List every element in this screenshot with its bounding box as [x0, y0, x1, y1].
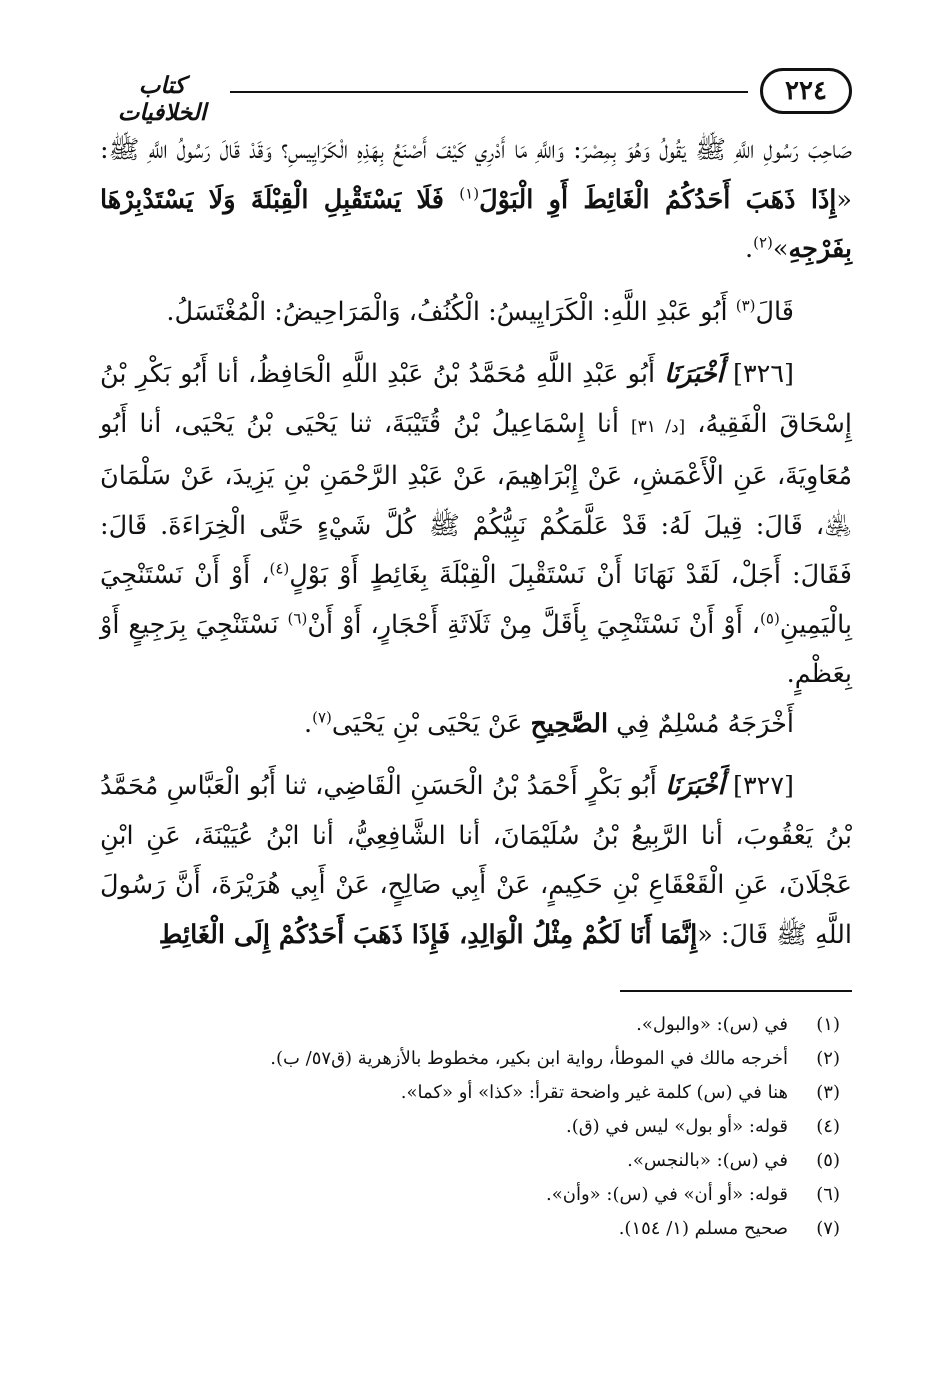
page-header: [100, 62, 852, 126]
footnote-number: (٥): [816, 1150, 840, 1171]
footnote-ref[interactable]: (٤): [269, 559, 290, 578]
text-segment: .: [304, 708, 313, 739]
main-text: [100, 126, 852, 960]
manuscript-folio-marker: [د/ ٣١]: [630, 416, 686, 437]
page-number: ٢٢٤: [760, 68, 852, 114]
text-segment: »: [772, 234, 789, 264]
footnote-number: (٧): [816, 1218, 840, 1239]
footnote-number: (٦): [816, 1184, 840, 1205]
footnote-text: في (س): «بالنجس».: [627, 1150, 788, 1171]
hadith-text-bold: إِذَا ذَهَبَ أَحَدُكُمُ الْغَائِطَ أَوِ الْبَوْلَ: [479, 184, 837, 215]
footnotes: [100, 1008, 840, 1246]
text-segment: عَنْ يَحْيَى بْنِ يَحْيَى: [331, 708, 531, 739]
footnote-number: (٣): [816, 1082, 840, 1103]
paragraph-explanation: [100, 288, 852, 338]
footnote-ref[interactable]: (١): [459, 184, 480, 202]
text-segment: أَخْرَجَهُ مُسْلِمٌ فِي: [608, 708, 794, 739]
footnote-ref[interactable]: (٢): [753, 233, 773, 252]
akhbarana-word: أَخْبَرَنَا: [665, 771, 725, 801]
footnote-text: هنا في (س) كلمة غير واضحة تقرأ: «كذا» أو «كما».: [400, 1082, 788, 1103]
footnote-ref[interactable]: (٧): [312, 708, 332, 726]
hadith-number: [٣٢٧]: [724, 771, 794, 801]
footnote-text: صحيح مسلم (١/ ١٥٤).: [618, 1218, 788, 1239]
book-name-bold: الصَّحِيحِ: [530, 708, 609, 739]
hadith-number: [٣٢٦]: [723, 359, 794, 389]
text-segment: ، أَوْ أَنْ نَسْتَنْجِيَ بِالْيَمِينِ: [100, 560, 852, 640]
text-segment: أَبُو عَبْدِ اللَّهِ مُحَمَّدُ بْنُ عَبْدِ اللَّهِ الْحَافِظُ، أنا أَبُو بَكْرِ بْنُ إِسْحَاقَ الْفَقِيهُ،: [100, 359, 852, 439]
takhrij-326: [100, 700, 852, 750]
footnote-text: في (س): «والبول».: [636, 1014, 788, 1035]
text-segment: قَالَ: [755, 296, 794, 327]
footnote-item: [100, 1212, 840, 1246]
footnote-ref[interactable]: (٦): [287, 609, 308, 627]
footnote-ref[interactable]: (٣): [735, 296, 756, 314]
footnote-number: (٢): [816, 1048, 840, 1069]
text-segment: أنا إِسْمَاعِيلُ بْنُ قُتَيْبَةَ، ثنا يَحْيَى بْنُ يَحْيَى، أنا أَبُو مُعَاوِيَةَ، عَنِ الْأَعْمَشِ، عَنْ إِبْرَاهِيمَ، عَنْ عَبْدِ الرَّحْمَنِ بْنِ يَزِيدَ، عَنْ سَلْمَانَ ﵁، قَالَ: قِيلَ لَهُ: قَدْ عَلَّمَكُمْ نَبِيُّكُمْ ﷺ كُلَّ شَيْءٍ حَتَّى الْخِرَاءَةَ. قَالَ: فَقَالَ: أَجَلْ، لَقَدْ نَهَانَا أَنْ نَسْتَقْبِلَ الْقِبْلَةَ بِغَائِطٍ أَوْ بَوْلٍ: [100, 408, 852, 590]
footnote-number: (٤): [816, 1116, 840, 1137]
footnote-item: [100, 1110, 840, 1144]
header-rule: [230, 91, 748, 93]
hadith-327: [100, 762, 852, 960]
footnote-text: قوله: «أو أن» في (س): «وأن».: [546, 1184, 788, 1205]
book-title: كتاب الخلافيات: [117, 72, 207, 126]
hadith-text-bold: إِنَّمَا أَنَا لَكُمْ مِثْلُ الْوَالِدِ، فَإِذَا ذَهَبَ أَحَدُكُمْ إِلَى الْغَائِطِ: [158, 919, 698, 950]
text-segment: .: [744, 234, 754, 264]
footnote-number: (١): [816, 1014, 840, 1035]
footnote-item: [100, 1144, 840, 1178]
footnote-text: أخرجه مالك في الموطأ، رواية ابن بكير، مخطوط بالأزهرية (ق٥٧/ ب).: [270, 1048, 788, 1069]
text-segment: أَبُو عَبْدِ اللَّهِ: الْكَرَايِيسُ: الْكُنُفُ، وَالْمَرَاحِيضُ: الْمُغْتَسَلُ.: [166, 296, 736, 327]
footnote-item: [100, 1178, 840, 1212]
footnote-text: قوله: «أو بول» ليس في (ق).: [565, 1116, 788, 1137]
footnote-ref[interactable]: (٥): [760, 609, 780, 627]
text-segment: الْكَرَايِيسِ؟ وَقَدْ قَالَ رَسُولُ اللَّهِ ﷺ: «: [100, 135, 852, 215]
footnote-item: [100, 1042, 840, 1076]
akhbarana-word: أَخْبَرَنَا: [664, 359, 724, 389]
text-segment: نَسْتَنْجِيَ بِرَجِيعٍ أَوْ بِعَظْمٍ.: [100, 609, 852, 689]
footnote-item: [100, 1076, 840, 1110]
text-segment: أَبُو بَكْرٍ أَحْمَدُ بْنُ الْحَسَنِ الْقَاضِي، ثنا أَبُو الْعَبَّاسِ مُحَمَّدُ بْنُ يَعْقُوبَ، أنا الرَّبِيعُ بْنُ سُلَيْمَانَ، أنا الشَّافِعِيُّ، أنا ابْنُ عُيَيْنَةَ، عَنِ ابْنِ عَجْلَانَ، عَنِ الْقَعْقَاعِ بْنِ حَكِيمٍ، عَنْ أَبِي صَالِحٍ، عَنْ أَبِي هُرَيْرَةَ، أَنَّ رَسُولَ اللَّهِ ﷺ قَالَ: «: [100, 771, 852, 950]
hadith-text-bold: فَلَا يَسْتَقْبِلِ الْقِبْلَةَ وَلَا يَسْتَدْبِرْهَا بِفَرْجِهِ: [100, 184, 852, 264]
text-segment: ، أَوْ أَنْ نَسْتَنْجِيَ بِأَقَلَّ مِنْ ثَلَاثَةِ أَحْجَارٍ، أَوْ أَنْ: [307, 609, 761, 640]
footnote-separator: [620, 990, 852, 992]
footnote-item: [100, 1008, 840, 1042]
hadith-326: [100, 350, 852, 700]
paragraph-hadith-continuation: [100, 126, 852, 275]
text-segment: صَاحِبَ رَسُولِ اللَّهِ ﷺ يَقُولُ وَهُوَ بِمِصْرَ: وَاللَّهِ مَا أَدْرِي كَيْفَ أَصْنَعُ بِهَذِهِ: [357, 135, 852, 165]
